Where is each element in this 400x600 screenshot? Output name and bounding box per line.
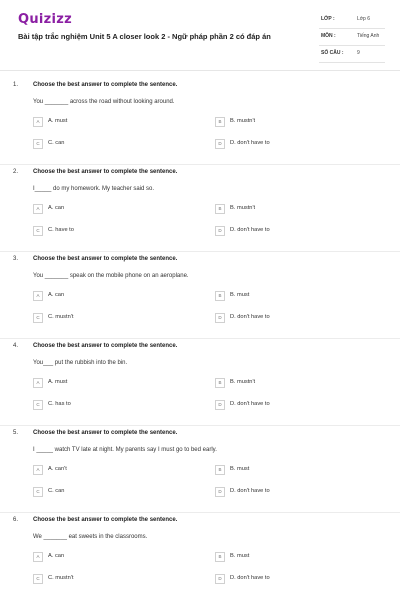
option-letter-box: B [215,378,225,388]
option-letter-box: B [215,204,225,214]
meta-table [319,12,385,63]
question-instruction: Choose the best answer to complete the sentence. [33,343,178,349]
option-letter-box: D [215,139,225,149]
option-letter-box: A [33,291,43,301]
option-letter-box: C [33,139,43,149]
question-sentence: We _______ eat sweets in the classrooms. [33,534,148,540]
option-text: C. mustn't [48,575,74,581]
option-text: B. mustn't [230,379,256,385]
option-letter-box: C [33,487,43,497]
option-letter-box: D [215,226,225,236]
question-sentence: You___ put the rubbish into the bin. [33,360,128,366]
meta-value: 9 [357,50,360,56]
option-text: C. can [48,140,65,146]
worksheet-title: Bài tập trắc nghiệm Unit 5 A closer look 2 - Ngữ pháp phần 2 có đáp án [18,32,271,41]
option-letter-box: B [215,552,225,562]
quizizz-logo: Quizizz [18,12,73,27]
question-instruction: Choose the best answer to complete the sentence. [33,82,178,88]
option-letter-box: B [215,117,225,127]
question-3 [0,251,400,339]
question-instruction: Choose the best answer to complete the sentence. [33,169,178,175]
option-text: B. must [230,553,250,559]
option-text: C. mustn't [48,314,74,320]
question-sentence: You _______ speak on the mobile phone on an aeroplane. [33,273,189,279]
option-letter-box: A [33,378,43,388]
option-text: A. must [48,379,68,385]
option-text: B. must [230,466,250,472]
option-text: B. mustn't [230,205,256,211]
option-letter-box: A [33,552,43,562]
question-instruction: Choose the best answer to complete the sentence. [33,517,178,523]
option-letter-box: D [215,400,225,410]
option-text: D. don't have to [230,314,270,320]
option-text: D. don't have to [230,401,270,407]
option-text: D. don't have to [230,575,270,581]
meta-row-count [319,46,385,63]
question-instruction: Choose the best answer to complete the sentence. [33,430,178,436]
meta-label: LỚP : [321,16,335,22]
question-sentence: You _______ across the road without looking around. [33,99,175,105]
option-letter-box: C [33,574,43,584]
question-number: 5. [13,430,19,436]
question-4 [0,338,400,426]
question-number: 1. [13,82,19,88]
option-letter-box: A [33,465,43,475]
option-text: C. can [48,488,65,494]
option-letter-box: B [215,291,225,301]
option-letter-box: A [33,204,43,214]
option-text: D. don't have to [230,227,270,233]
option-text: B. must [230,292,250,298]
question-number: 6. [13,517,19,523]
meta-label: SỐ CÂU : [321,50,344,56]
worksheet-header [0,0,400,71]
meta-value: Lớp 6 [357,16,371,22]
option-text: C. have to [48,227,74,233]
question-5 [0,425,400,513]
option-letter-box: D [215,487,225,497]
option-text: A. must [48,118,68,124]
meta-row-subject [319,29,385,46]
option-text: A. can [48,553,65,559]
meta-label: MÔN : [321,33,336,39]
option-text: B. mustn't [230,118,256,124]
question-1 [0,77,400,165]
question-6 [0,512,400,599]
option-letter-box: A [33,117,43,127]
question-number: 3. [13,256,19,262]
option-letter-box: C [33,400,43,410]
option-letter-box: B [215,465,225,475]
option-letter-box: D [215,313,225,323]
question-instruction: Choose the best answer to complete the sentence. [33,256,178,262]
option-text: A. can [48,205,65,211]
option-text: A. can't [48,466,67,472]
option-letter-box: C [33,313,43,323]
question-2 [0,164,400,252]
option-text: A. can [48,292,65,298]
option-letter-box: C [33,226,43,236]
meta-value: Tiếng Anh [357,33,380,39]
option-text: D. don't have to [230,488,270,494]
option-letter-box: D [215,574,225,584]
option-text: D. don't have to [230,140,270,146]
meta-row-grade [319,12,385,29]
question-number: 4. [13,343,19,349]
question-sentence: I_____ do my homework. My teacher said so. [33,186,155,192]
option-text: C. has to [48,401,71,407]
question-number: 2. [13,169,19,175]
question-sentence: I _____ watch TV late at night. My parents say I must go to bed early. [33,447,217,453]
